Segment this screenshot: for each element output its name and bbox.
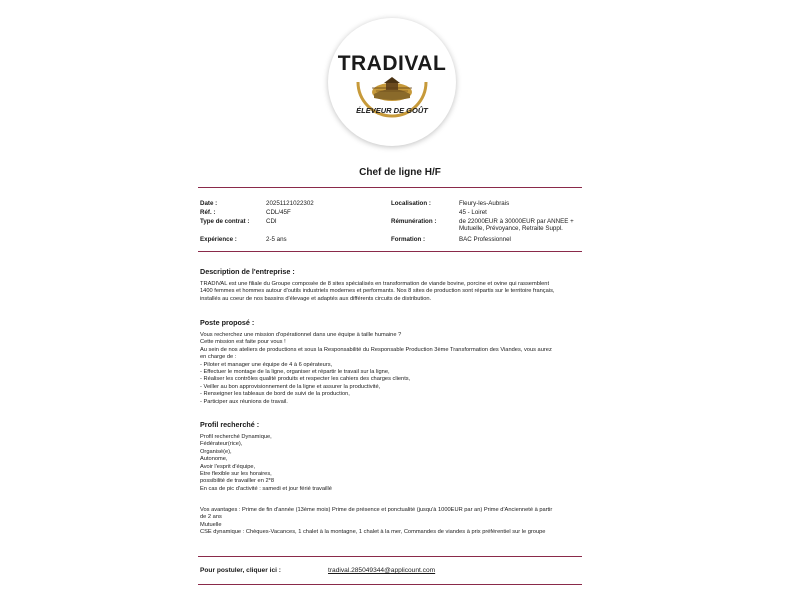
company-section-body: TRADIVAL est une filiale du Groupe composée de 8 sites spécialisés en transformation de viande bovine, porcine et ovine qui rassemblent 1400 femmes et hommes autour d'outils industriels modernes et performants. Nos 8 sites de production sont répartis sur le territoire français, installés au coeur de nos bassins d'élevage et adaptés aux différents circuits de distribution. [200, 281, 555, 302]
contract-value: CDI [266, 218, 277, 225]
date-label: Date : [200, 200, 218, 207]
divider [198, 251, 582, 252]
divider [198, 187, 582, 188]
profile-section-body: Profil recherché Dynamique, Fédérateur(rice), Organisé(e), Autonome, Avoir l'esprit d'équipe, Etre flexible sur les horaires, possibilité de travailler en 2*8 En cas de pic d'activité : samedi et jour férié travaillé [200, 434, 332, 492]
ref-label: Réf. : [200, 209, 216, 216]
apply-email-link[interactable]: tradival.285049344@applicount.com [328, 567, 436, 574]
profile-section-title: Profil recherché : [200, 420, 260, 429]
experience-label: Expérience : [200, 236, 237, 243]
position-section-body: Vous recherchez une mission d'opérationnel dans une équipe à taille humaine ? Cette mission est faite pour vous ! Au sein de nos ateliers de productions et sous la Responsabilité du Responsable Production 3ème Transformation des Viandes, vous aurez en charge de : - Piloter et manager une équipe de 4 à 6 opérateurs, - Effectuer le montage de la ligne, organiser et répartir le travail sur la ligne, - Réaliser les contrôles qualité produits et respecter les cahiers des charges clients, - Veiller au bon approvisionnement de la ligne et assurer la productivité, - Renseigner les tableaux de bord de suivi de la production, - Participer aux réunions de travail. [200, 332, 552, 405]
location-value-department: 45 - Loiret [459, 209, 487, 216]
position-section-title: Poste proposé : [200, 318, 255, 327]
divider [198, 584, 582, 585]
education-value: BAC Professionnel [459, 236, 511, 243]
salary-label: Rémunération : [391, 218, 437, 225]
salary-value: de 22000EUR à 30000EUR par ANNEE + [459, 218, 574, 225]
logo-tagline: ÉLEVEUR DE GOÛT [356, 106, 428, 115]
logo-brand-text: TRADIVAL [337, 52, 447, 75]
location-value-city: Fleury-les-Aubrais [459, 200, 510, 207]
date-value: 20251121022302 [266, 200, 314, 207]
contract-label: Type de contrat : [200, 218, 250, 225]
experience-value: 2-5 ans [266, 236, 287, 243]
education-label: Formation : [391, 236, 426, 243]
logo-emblem-icon [328, 18, 456, 146]
location-label: Localisation : [391, 200, 431, 207]
ref-value: CDL/45F [266, 209, 291, 216]
company-logo [328, 18, 456, 146]
divider [198, 556, 582, 557]
apply-label: Pour postuler, cliquer ici : [200, 567, 281, 574]
company-section-title: Description de l'entreprise : [200, 267, 295, 276]
salary-benefits: Mutuelle, Prévoyance, Retraite Suppl. [459, 225, 563, 232]
benefits-section-body: Vos avantages : Prime de fin d'année (13ème mois) Prime de présence et ponctualité (jusqu'à 1000EUR par an) Prime d'Ancienneté à partir de 2 ans Mutuelle CSE dynamique : Chèques-Vacances, 1 chalet à la montagne, 1 chalet à la mer, Commandes de viandes à prix préférentiel sur le groupe [200, 507, 553, 536]
job-title: Chef de ligne H/F [359, 167, 441, 178]
